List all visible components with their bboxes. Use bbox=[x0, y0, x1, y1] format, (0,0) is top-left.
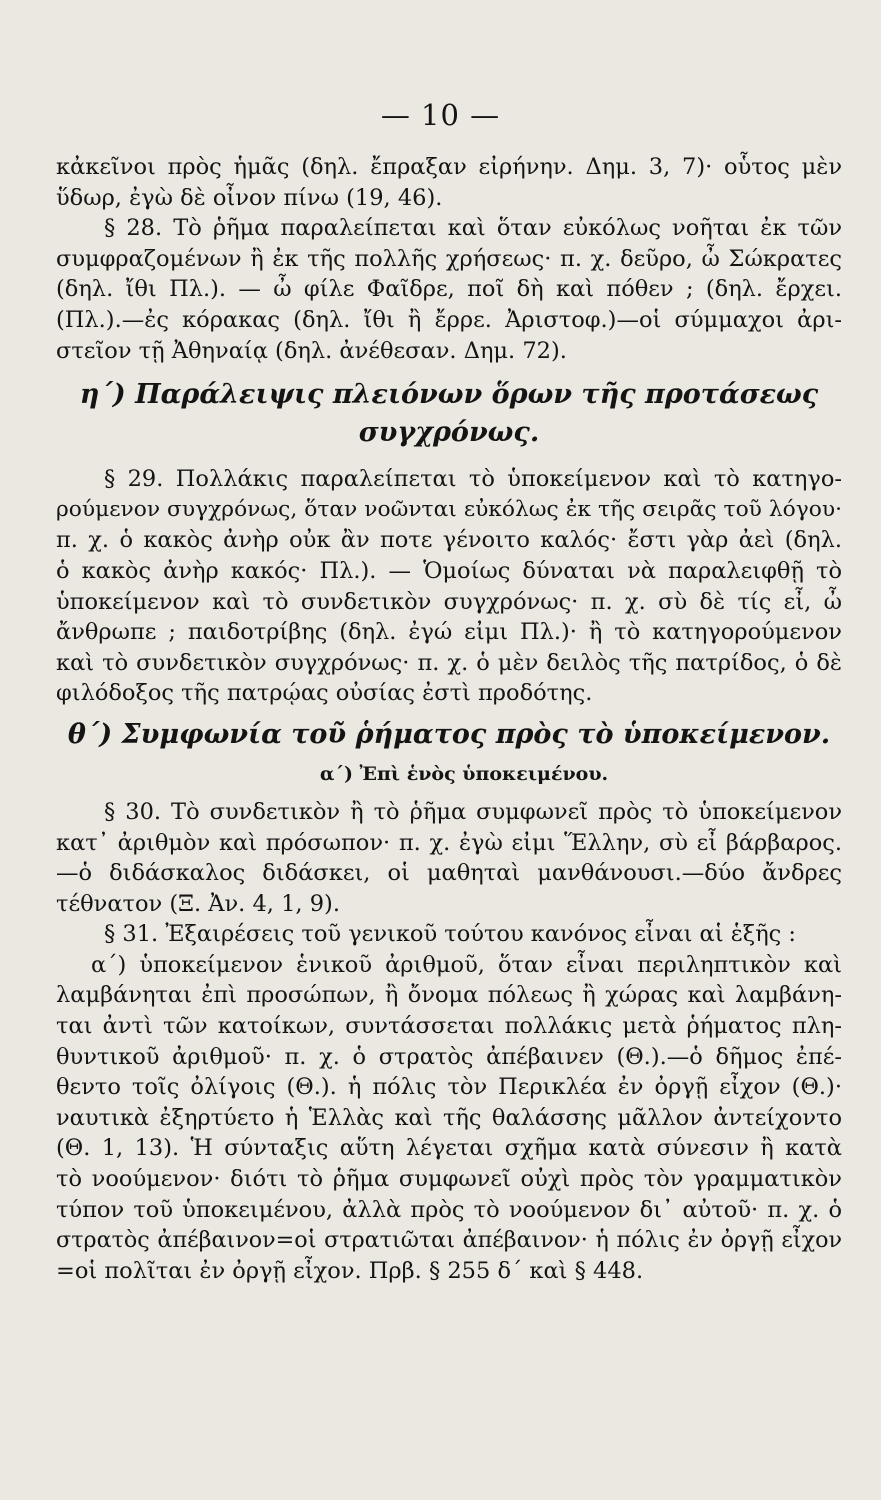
rule-alpha-start: α΄) ὑποκείμενον ἑνικοῦ ἀριθμοῦ, ὅταν εἶναι περιληπτικὸν καὶ bbox=[91, 951, 842, 978]
text-line: =οἱ πολῖται ἐν ὀργῇ εἶχον. Πρβ. § 255 δ΄ καὶ § 448. bbox=[56, 1257, 644, 1284]
section-heading-eta-continued: συγχρόνως. bbox=[358, 417, 540, 449]
text-line: στεῖον τῇ Ἀθηναίᾳ (δηλ. ἀνέθεσαν. Δημ. 72). bbox=[56, 337, 567, 364]
text-line: φιλόδοξος τῆς πατρῴας οὐσίας ἐστὶ προδότης. bbox=[56, 680, 593, 707]
text-line: συμφραζομένων ἢ ἐκ τῆς πολλῆς χρήσεως· π. χ. δεῦρο, ὦ Σώκρατες bbox=[56, 245, 842, 272]
section-heading-theta: θ΄) Συμφωνία τοῦ ῥήματος πρὸς τὸ ὑποκείμενον. bbox=[67, 718, 831, 750]
spacer bbox=[56, 454, 842, 464]
text-line: ὁ κακὸς ἀνὴρ κακός· Πλ.). — Ὁμοίως δύναται νὰ παραλειφθῇ τὸ bbox=[56, 557, 842, 584]
subsection-heading-alpha: α΄) Ἐπὶ ἑνὸς ὑποκειμένου. bbox=[319, 762, 609, 785]
text-line: καὶ τὸ συνδετικὸν συγχρόνως· π. χ. ὁ μὲν δειλὸς τῆς πατρίδος, ὁ δὲ bbox=[56, 649, 842, 676]
text-line: (Πλ.).—ἐς κόρακας (δηλ. ἴθι ἢ ἔρρε. Ἀριστοφ.)—οἱ σύμμαχοι ἀρι- bbox=[56, 306, 842, 333]
text-line: —ὁ διδάσκαλος διδάσκει, οἱ μαθηταὶ μανθάνουσι.—δύο ἄνδρες bbox=[56, 860, 842, 887]
paragraph-28-start: § 28. Τὸ ῥῆμα παραλείπεται καὶ ὅταν εὐκόλως νοῆται ἐκ τῶν bbox=[104, 215, 842, 242]
text-line: π. χ. ὁ κακὸς ἀνὴρ οὐκ ἂν ποτε γένοιτο καλός· ἔστι γὰρ ἀεὶ (δηλ. bbox=[56, 527, 842, 554]
text-line: κἀκεῖνοι πρὸς ἡμᾶς (δηλ. ἔπραξαν εἰρήνην. Δημ. 3, 7)· οὗτος μὲν bbox=[56, 154, 842, 180]
page-number: — 10 — bbox=[380, 98, 501, 132]
paragraph-31-start: § 31. Ἐξαιρέσεις τοῦ γενικοῦ τούτου κανόνος εἶναι αἱ ἑξῆς : bbox=[104, 921, 797, 948]
text-line: ὕδωρ, ἐγὼ δὲ οἶνον πίνω (19, 46). bbox=[56, 184, 443, 211]
paragraph-30-start: § 30. Τὸ συνδετικὸν ἢ τὸ ῥῆμα συμφωνεῖ πρὸς τὸ ὑποκείμενον bbox=[104, 798, 842, 825]
body-text bbox=[56, 152, 842, 1286]
text-line: λαμβάνηται ἐπὶ προσώπων, ἢ ὄνομα πόλεως ἢ χώρας καὶ λαμβάνη- bbox=[56, 982, 842, 1009]
paragraph-29-start: § 29. Πολλάκις παραλείπεται τὸ ὑποκείμενον καὶ τὸ κατηγο- bbox=[104, 466, 842, 493]
text-line: ἄνθρωπε ; παιδοτρίβης (δηλ. ἐγώ εἰμι Πλ.)· ἢ τὸ κατηγορούμενον bbox=[56, 619, 842, 646]
text-line: θυντικοῦ ἀριθμοῦ· π. χ. ὁ στρατὸς ἀπέβαινεν (Θ.).—ὁ δῆμος ἐπέ- bbox=[56, 1043, 842, 1070]
text-line: ναυτικὰ ἐξηρτύετο ἡ Ἑλλὰς καὶ τῆς θαλάσσης μᾶλλον ἀντείχοντο bbox=[56, 1104, 842, 1131]
text-line: ρούμενον συγχρόνως, ὅταν νοῶνται εὐκόλως ἐκ τῆς σειρᾶς τοῦ λόγου· bbox=[56, 496, 842, 522]
text-line: τέθνατον (Ξ. Ἀν. 4, 1, 9). bbox=[56, 890, 340, 917]
text-line: τὸ νοούμενον· διότι τὸ ῥῆμα συμφωνεῖ οὐχὶ πρὸς τὸν γραμματικὸν bbox=[56, 1166, 842, 1193]
text-line: (Θ. 1, 13). Ἡ σύνταξις αὕτη λέγεται σχῆμα κατὰ σύνεσιν ἢ κατὰ bbox=[56, 1135, 842, 1162]
text-line: ται ἀντὶ τῶν κατοίκων, συντάσσεται πολλάκις μετὰ ῥήματος πλη- bbox=[56, 1013, 842, 1040]
text-line: (δηλ. ἴθι Πλ.). — ὦ φίλε Φαῖδρε, ποῖ δὴ καὶ πόθεν ; (δηλ. ἔρχει. bbox=[56, 276, 842, 303]
text-line: κατ᾽ ἀριθμὸν καὶ πρόσωπον· π. χ. ἐγὼ εἰμι Ἕλλην, σὺ εἶ βάρβαρος. bbox=[56, 829, 842, 856]
text-line: θεντο τοῖς ὀλίγοις (Θ.). ἡ πόλις τὸν Περικλέα ἐν ὀργῇ εἶχον (Θ.)· bbox=[56, 1074, 842, 1101]
text-line: ὑποκείμενον καὶ τὸ συνδετικὸν συγχρόνως· π. χ. σὺ δὲ τίς εἶ, ὦ bbox=[56, 588, 842, 615]
text-line: τύπον τοῦ ὑποκειμένου, ἀλλὰ πρὸς τὸ νοούμενον δι᾽ αὐτοῦ· π. χ. ὁ bbox=[56, 1196, 842, 1223]
section-heading-eta: η΄) Παράλειψις πλειόνων ὅρων τῆς προτάσεως bbox=[79, 379, 819, 411]
text-line: στρατὸς ἀπέβαινον=οἱ στρατιῶται ἀπέβαινον· ἡ πόλις ἐν ὀργῇ εἶχον bbox=[56, 1227, 842, 1254]
